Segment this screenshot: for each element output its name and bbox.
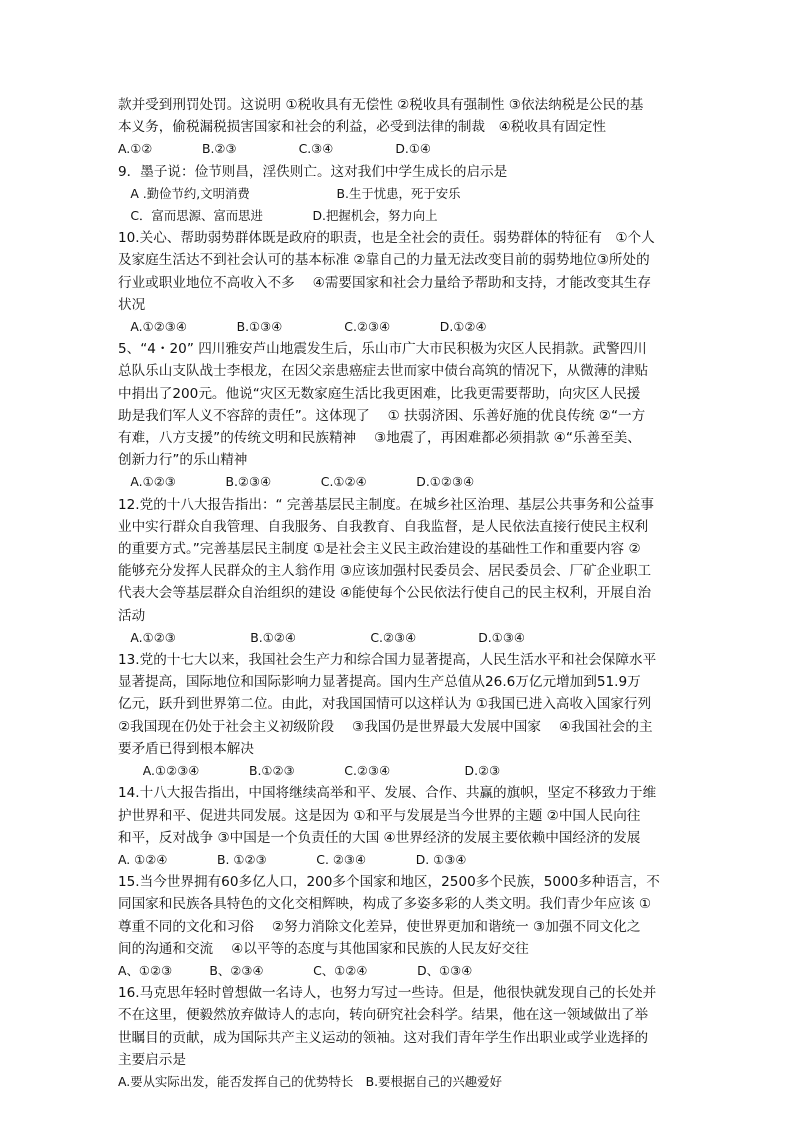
q12-stem-line-4: 能够充分发挥人民群众的主人翁作用 ③应该加强村民委员会、居民委员会、厂矿企业职工: [118, 563, 652, 580]
q14-stem-line-3: 和平，反对战争 ③中国是一个负责任的大国 ④世界经济的发展主要依赖中国经济的发展: [118, 829, 641, 846]
q11-stem-line-1: 5、“4・20” 四川雅安芦山地震发生后，乐山市广大市民积极为灾区人民捐款。武警四川: [118, 341, 647, 358]
q14-stem-line-2: 护世界和平、促进共同发展。这是因为 ①和平与发展是当今世界的主题 ②中国人民向往: [118, 807, 641, 824]
q15-stem-line-4: 间的沟通和交流 ④以平等的态度与其他国家和民族的人民友好交往: [118, 940, 529, 957]
q14-stem-line-1: 14.十八大报告指出，中国将继续高举和平、发展、合作、共赢的旗帜，坚定不移致力于维: [118, 785, 657, 802]
q10-stem-line-2: 及家庭生活达不到社会认可的基本标准 ②靠自己的力量无法改变目前的弱势地位③所处的: [118, 252, 650, 269]
q12-stem-line-5: 代表大会等基层群众自治组织的建设 ④能使每个公民依法行使自己的民主权利，开展自治: [118, 585, 652, 602]
q8-stem-line-2: 本义务，偷税漏税损害国家和社会的利益，必受到法律的制裁 ④税收具有固定性: [118, 119, 606, 136]
q16-stem-line-3: 世瞩目的贡献，成为国际共产主义运动的领袖。这对我们青年学生作出职业或学业选择的: [118, 1029, 649, 1046]
q10-options: A.①②③④ B.①③④ C.②③④ D.①②④: [118, 319, 487, 335]
q9-options-ab: A .勤俭节约,文明消费 B.生于忧患，死于安乐: [118, 185, 461, 201]
q12-stem-line-1: 12.党的十八大报告指出：“ 完善基层民主制度。在城乡社区治理、基层公共事务和公益事: [118, 496, 654, 513]
q13-stem-line-5: 要矛盾已得到根本解决: [118, 740, 254, 757]
q12-stem-line-6: 活动: [118, 607, 146, 624]
q13-stem-line-3: 亿元，跃升到世界第二位。由此，对我国国情可以这样认为 ①我国已进入高收入国家行列: [118, 696, 652, 713]
q10-stem-line-1: 10.关心、帮助弱势群体既是政府的职责，也是全社会的责任。弱势群体的特征有 ①个人: [118, 230, 655, 247]
q8-stem-line-1: 款并受到刑罚处罚。这说明 ①税收具有无偿性 ②税收具有强制性 ③依法纳税是公民的基: [118, 97, 644, 113]
q11-stem-line-4: 助是我们军人义不容辞的责任”。这体现了 ① 扶弱济困、乐善好施的优良传统 ②“一方: [118, 407, 646, 424]
q15-stem-line-3: 尊重不同的文化和习俗 ②努力消除文化差异，使世界更加和谐统一 ③加强不同文化之: [118, 918, 641, 935]
q11-stem-line-5: 有难，八方支援”的传统文明和民族精神 ③地震了，再困难都必须捐款 ④“乐善至美、: [118, 430, 641, 447]
q15-stem-line-1: 15.当今世界拥有60多亿人口，200多个国家和地区，2500多个民族，5000多种语言，不: [118, 874, 660, 891]
q16-options: A.要从实际出发，能否发挥自己的优势特长 B.要根据自己的兴趣爱好: [118, 1073, 502, 1089]
q15-options: A、①②③ B、②③④ C、①②④ D、①③④: [118, 962, 473, 978]
q10-stem-line-4: 状况: [118, 296, 146, 313]
q8-options: A.①② B.②③ C.③④ D.①④: [118, 141, 432, 157]
q13-stem-line-1: 13.党的十七大以来，我国社会生产力和综合国力显著提高，人民生活水平和社会保障水平: [118, 652, 657, 669]
q13-stem-line-4: ②我国现在仍处于社会主义初级阶段 ③我国仍是世界最大发展中国家 ④我国社会的主: [118, 718, 653, 735]
q15-stem-line-2: 同国家和民族各具特色的文化交相辉映，构成了多姿多彩的人类文明。我们青少年应该 ①: [118, 896, 652, 913]
q9-stem: 9．墨子说：俭节则昌，淫佚则亡。这对我们中学生成长的启示是: [118, 163, 508, 180]
q11-options: A.①②③ B.②③④ C.①②④ D.①②③④: [118, 474, 475, 490]
exam-page: [118, 94, 678, 1093]
q12-stem-line-3: 的重要方式。”完善基层民主制度 ①是社会主义民主政治建设的基础性工作和重要内容 ②: [118, 541, 641, 558]
q9-options-cd: C．富而思源、富而思进 D.把握机会，努力向上: [118, 208, 438, 224]
q16-stem-line-4: 主要启示是: [118, 1051, 186, 1068]
q14-options: A. ①②④ B. ①②③ C. ②③④ D. ①③④: [118, 851, 467, 867]
q16-stem-line-2: 不在这里，便毅然放弃做诗人的志向，转向研究社会科学。结果，他在这一领域做出了举: [118, 1007, 649, 1024]
q11-stem-line-2: 总队乐山支队战士李根龙，在因父亲患癌症去世而家中债台高筑的情况下，从微薄的津贴: [118, 363, 649, 380]
q11-stem-line-3: 中捐出了200元。他说“灾区无数家庭生活比我更困难，比我更需要帮助，向灾区人民援: [118, 385, 641, 402]
q12-options: A.①②③ B.①②④ C.②③④ D.①③④: [118, 629, 526, 645]
q12-stem-line-2: 业中实行群众自我管理、自我服务、自我教育、自我监督，是人民依法直接行使民主权利: [118, 518, 649, 535]
q10-stem-line-3: 行业或职业地位不高收入不多 ④需要国家和社会力量给予帮助和支持，才能改变其生存: [118, 274, 652, 291]
q11-stem-line-6: 创新力行”的乐山精神: [118, 452, 248, 469]
q13-options: A.①②③④ B.①②③ C.②③④ D.②③: [118, 763, 501, 779]
q16-stem-line-1: 16.马克思年轻时曾想做一名诗人，也努力写过一些诗。但是，他很快就发现自己的长处并: [118, 985, 657, 1002]
q13-stem-line-2: 显著提高，国际地位和国际影响力显著提高。国内生产总值从26.6万亿元增加到51.9万: [118, 674, 641, 691]
